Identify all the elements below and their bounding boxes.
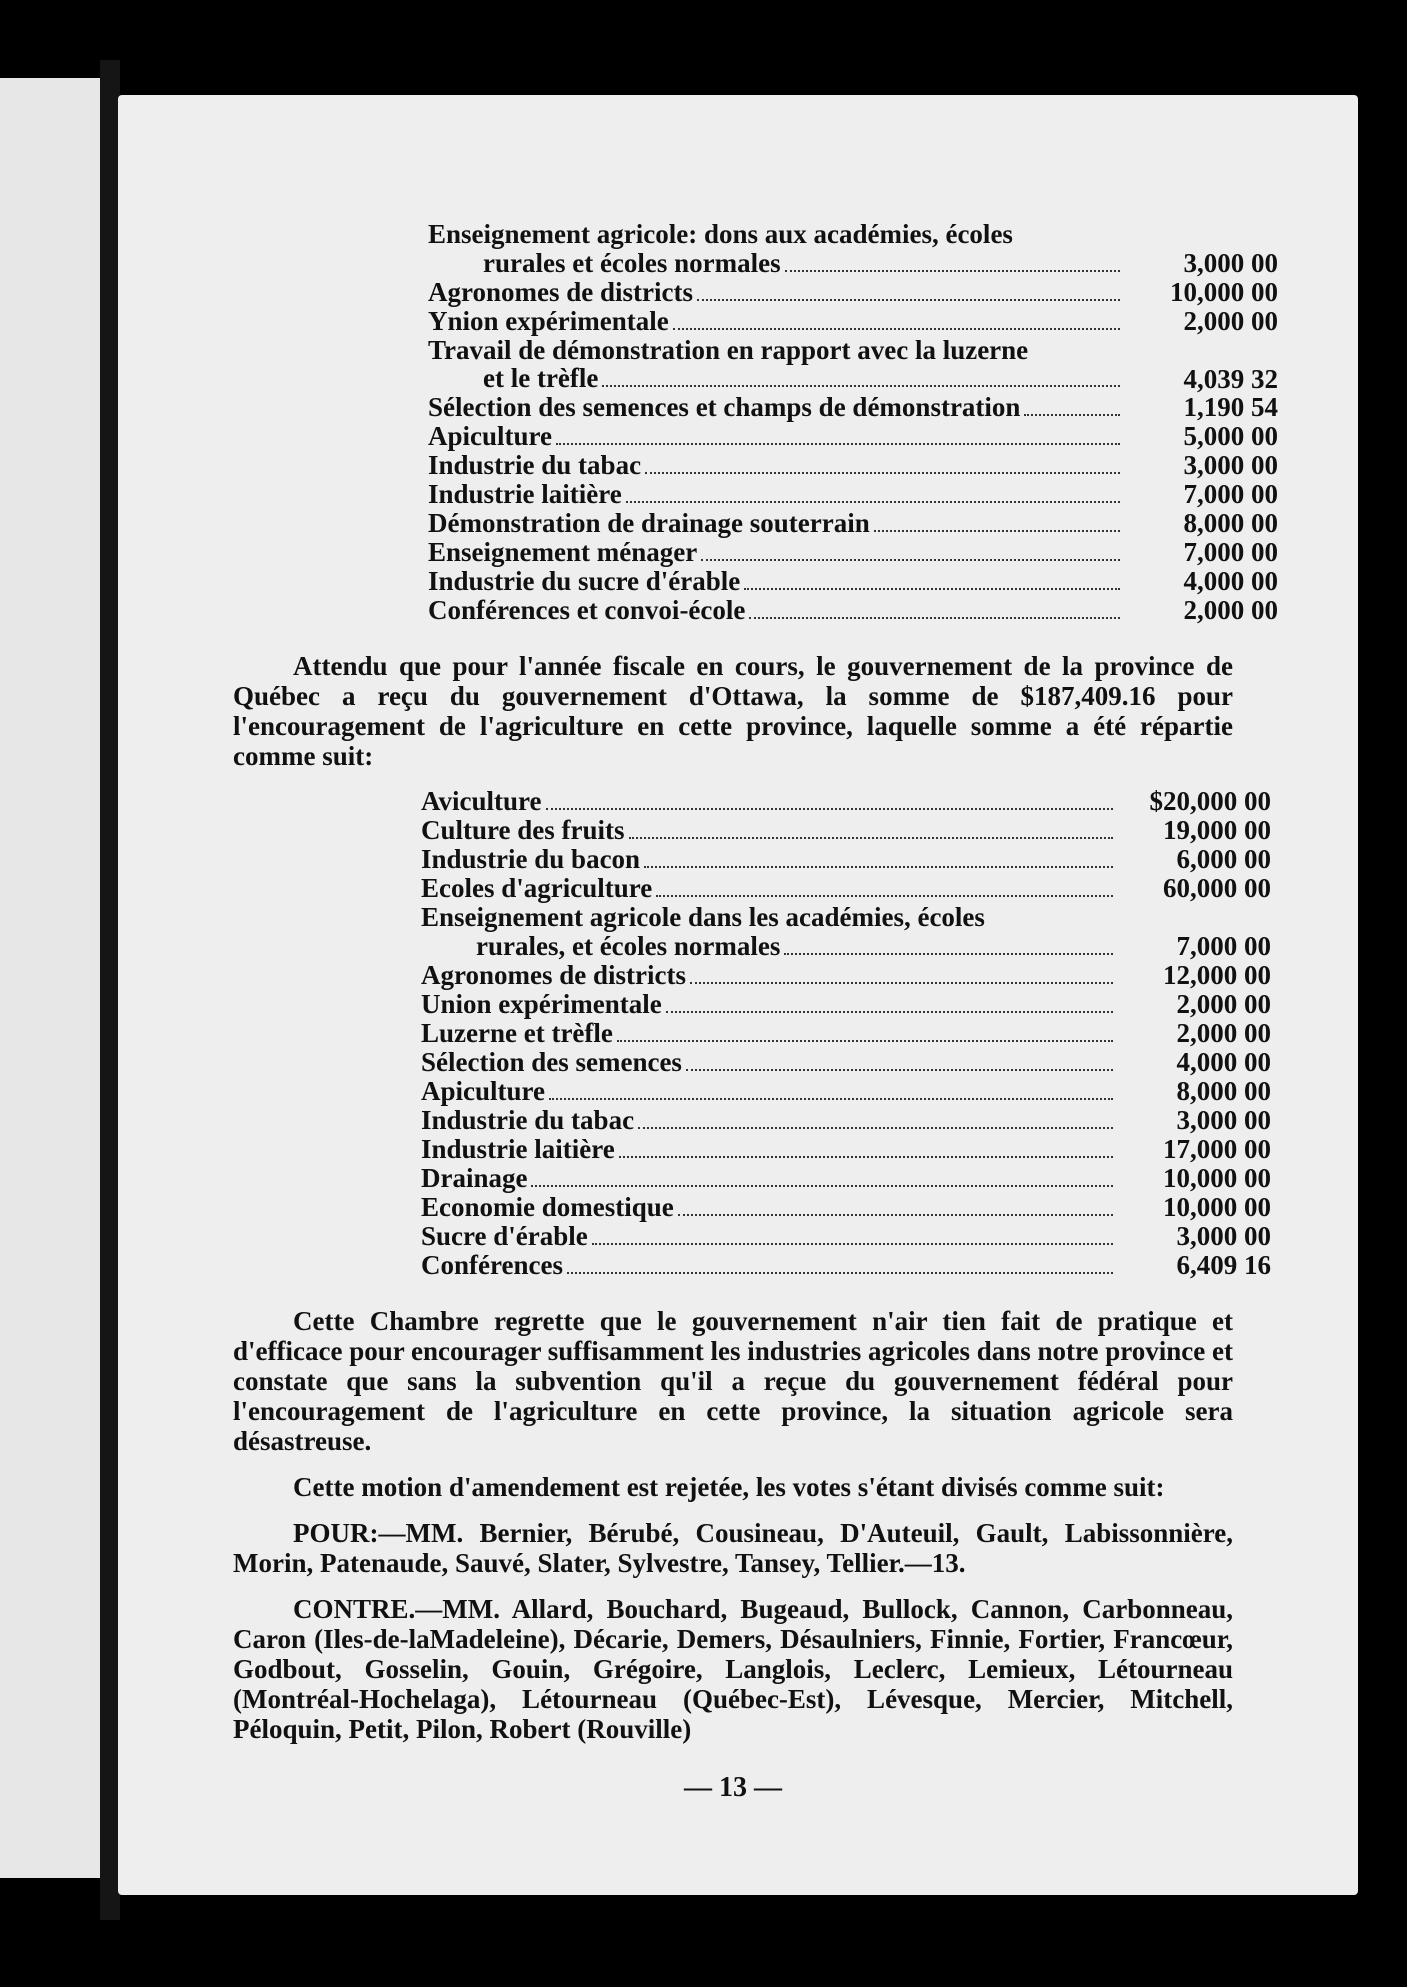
list-item bbox=[428, 451, 1278, 480]
list-item bbox=[421, 816, 1271, 845]
item-label: Luzerne et trèfle bbox=[421, 1017, 613, 1048]
item-label: Travail de démonstration en rapport avec la luzerne bbox=[428, 334, 1029, 365]
list-item bbox=[421, 903, 1271, 961]
item-amount: 12,000 00 bbox=[1163, 959, 1271, 990]
item-amount: 17,000 00 bbox=[1163, 1133, 1271, 1164]
list-item bbox=[421, 1106, 1271, 1135]
item-label: Sélection des semences bbox=[421, 1046, 682, 1077]
list-item bbox=[421, 1193, 1271, 1222]
item-amount: 4,000 00 bbox=[1183, 566, 1278, 596]
item-label: Apiculture bbox=[428, 421, 553, 451]
item-label-cont: et le trèfle bbox=[483, 363, 599, 393]
list-item bbox=[421, 787, 1271, 816]
item-amount: 7,000 00 bbox=[1176, 931, 1271, 961]
item-amount: 60,000 00 bbox=[1163, 873, 1271, 903]
list-item bbox=[428, 307, 1278, 336]
list-item bbox=[428, 480, 1278, 509]
item-amount: 1,190 54 bbox=[1183, 392, 1278, 422]
paragraph-pour: POUR:—MM. Bernier, Bérubé, Cousineau, D'Auteuil, Gault, Labissonnière, Morin, Patenaude, Sauvé, Slater, Sylvestre, Tansey, Tellier.—13. bbox=[233, 1517, 1233, 1578]
item-amount: 10,000 00 bbox=[1170, 276, 1278, 307]
item-amount: $20,000 00 bbox=[1149, 786, 1271, 816]
item-amount: 3,000 00 bbox=[1183, 248, 1278, 278]
adjacent-page-edge bbox=[0, 78, 100, 1878]
item-label: Industrie laitière bbox=[428, 479, 622, 509]
item-amount: 10,000 00 bbox=[1163, 1162, 1271, 1193]
list-item bbox=[421, 1222, 1271, 1251]
item-amount: 2,000 00 bbox=[1183, 595, 1278, 625]
list-item bbox=[421, 1048, 1271, 1077]
list-item bbox=[421, 1077, 1271, 1106]
page-content bbox=[233, 219, 1278, 1804]
book-spine bbox=[100, 60, 120, 1920]
item-label: Sélection des semences et champs de démonstration bbox=[428, 392, 1021, 422]
item-amount: 4,000 00 bbox=[1176, 1046, 1271, 1077]
list-item bbox=[428, 509, 1278, 538]
item-amount: 8,000 00 bbox=[1176, 1075, 1271, 1106]
item-label: Culture des fruits bbox=[421, 815, 625, 845]
list-item bbox=[428, 538, 1278, 567]
item-label: Union expérimentale bbox=[421, 988, 662, 1019]
item-label: Démonstration de drainage souterrain bbox=[428, 508, 870, 538]
item-amount: 2,000 00 bbox=[1176, 1017, 1271, 1048]
list-item bbox=[428, 422, 1278, 451]
paragraph-attendu: Attendu que pour l'année fiscale en cours, le gouvernement de la province de Québec a reçu du gouvernement d'Ottawa, la somme de $187,409.16 pour l'encouragement de l'agriculture en cette province, laquelle somme a été répartie comme suit: bbox=[233, 651, 1233, 771]
item-amount: 6,409 16 bbox=[1176, 1249, 1271, 1280]
item-label: Sucre d'érable bbox=[421, 1220, 588, 1251]
item-label: Enseignement agricole: dons aux académies, écoles bbox=[428, 219, 1013, 249]
document-page bbox=[118, 95, 1358, 1895]
item-label: Industrie du tabac bbox=[421, 1104, 635, 1135]
item-amount: 3,000 00 bbox=[1176, 1104, 1271, 1135]
paragraph-regret: Cette Chambre regrette que le gouvernement n'air tien fait de pratique et d'efficace pour encourager suffisamment les industries agricoles dans notre province et constate que sans la subvention qu'il a reçue du gouvernement fédéral pour l'encouragement de l'agriculture en cette province, la situation agricole sera désastreuse. bbox=[233, 1305, 1233, 1456]
list-item bbox=[428, 220, 1278, 278]
page-number: — 13 — bbox=[684, 1771, 782, 1803]
item-amount: 19,000 00 bbox=[1163, 815, 1271, 845]
paragraph-motion: Cette motion d'amendement est rejetée, les votes s'étant divisés comme suit: bbox=[293, 1471, 1165, 1502]
list-item bbox=[428, 567, 1278, 596]
item-amount: 2,000 00 bbox=[1183, 305, 1278, 336]
item-label: Ynion expérimentale bbox=[428, 305, 669, 336]
item-amount: 7,000 00 bbox=[1183, 479, 1278, 509]
item-label: Aviculture bbox=[421, 786, 542, 816]
list-item bbox=[421, 1164, 1271, 1193]
item-label: Conférences et convoi-école bbox=[428, 595, 746, 625]
item-amount: 4,039 32 bbox=[1183, 363, 1278, 394]
paragraph-contre: CONTRE.—MM. Allard, Bouchard, Bugeaud, Bullock, Cannon, Carbonneau, Caron (Iles-de-laMadeleine), Décarie, Demers, Désaulniers, Finnie, Fortier, Francœur, Godbout, Gosselin, Gouin, Grégoire, Langlois, Leclerc, Lemieux, Létourneau (Montréal-Hochelaga), Létourneau (Québec-Est), Lévesque, Mercier, Mitchell, Péloquin, Petit, Pilon, Robert (Rouville) bbox=[233, 1593, 1233, 1744]
item-amount: 3,000 00 bbox=[1176, 1220, 1271, 1251]
item-amount: 3,000 00 bbox=[1183, 450, 1278, 480]
item-label: Agronomes de districts bbox=[428, 276, 693, 307]
item-label: Industrie du tabac bbox=[428, 450, 642, 480]
list-item bbox=[421, 1251, 1271, 1280]
item-label: Apiculture bbox=[421, 1075, 546, 1106]
list-item bbox=[421, 845, 1271, 874]
item-amount: 2,000 00 bbox=[1176, 988, 1271, 1019]
list-item bbox=[428, 596, 1278, 625]
item-amount: 6,000 00 bbox=[1176, 844, 1271, 874]
item-label-cont: rurales, et écoles normales bbox=[476, 930, 781, 961]
item-label: Enseignement agricole dans les académies, écoles bbox=[421, 902, 985, 932]
list-item bbox=[421, 874, 1271, 903]
item-label: Enseignement ménager bbox=[428, 537, 698, 567]
item-label: Economie domestique bbox=[421, 1191, 674, 1222]
list-item bbox=[421, 1019, 1271, 1048]
item-label: Drainage bbox=[421, 1162, 528, 1193]
item-amount: 8,000 00 bbox=[1183, 508, 1278, 538]
item-label: Industrie du sucre d'érable bbox=[428, 566, 741, 596]
list-item bbox=[421, 1135, 1271, 1164]
budget-list-1 bbox=[428, 220, 1278, 625]
list-item bbox=[428, 278, 1278, 307]
list-item bbox=[421, 961, 1271, 990]
item-label: Agronomes de districts bbox=[421, 959, 686, 990]
item-label: Ecoles d'agriculture bbox=[421, 873, 653, 903]
list-item bbox=[428, 336, 1278, 394]
item-amount: 10,000 00 bbox=[1163, 1191, 1271, 1222]
list-item bbox=[421, 990, 1271, 1019]
item-label: Conférences bbox=[421, 1249, 563, 1280]
item-amount: 7,000 00 bbox=[1183, 537, 1278, 567]
item-label-cont: rurales et écoles normales bbox=[483, 247, 781, 278]
item-amount: 5,000 00 bbox=[1183, 421, 1278, 451]
list-item bbox=[428, 393, 1278, 422]
item-label: Industrie du bacon bbox=[421, 844, 641, 874]
budget-list-2 bbox=[421, 787, 1271, 1280]
item-label: Industrie laitière bbox=[421, 1133, 615, 1164]
